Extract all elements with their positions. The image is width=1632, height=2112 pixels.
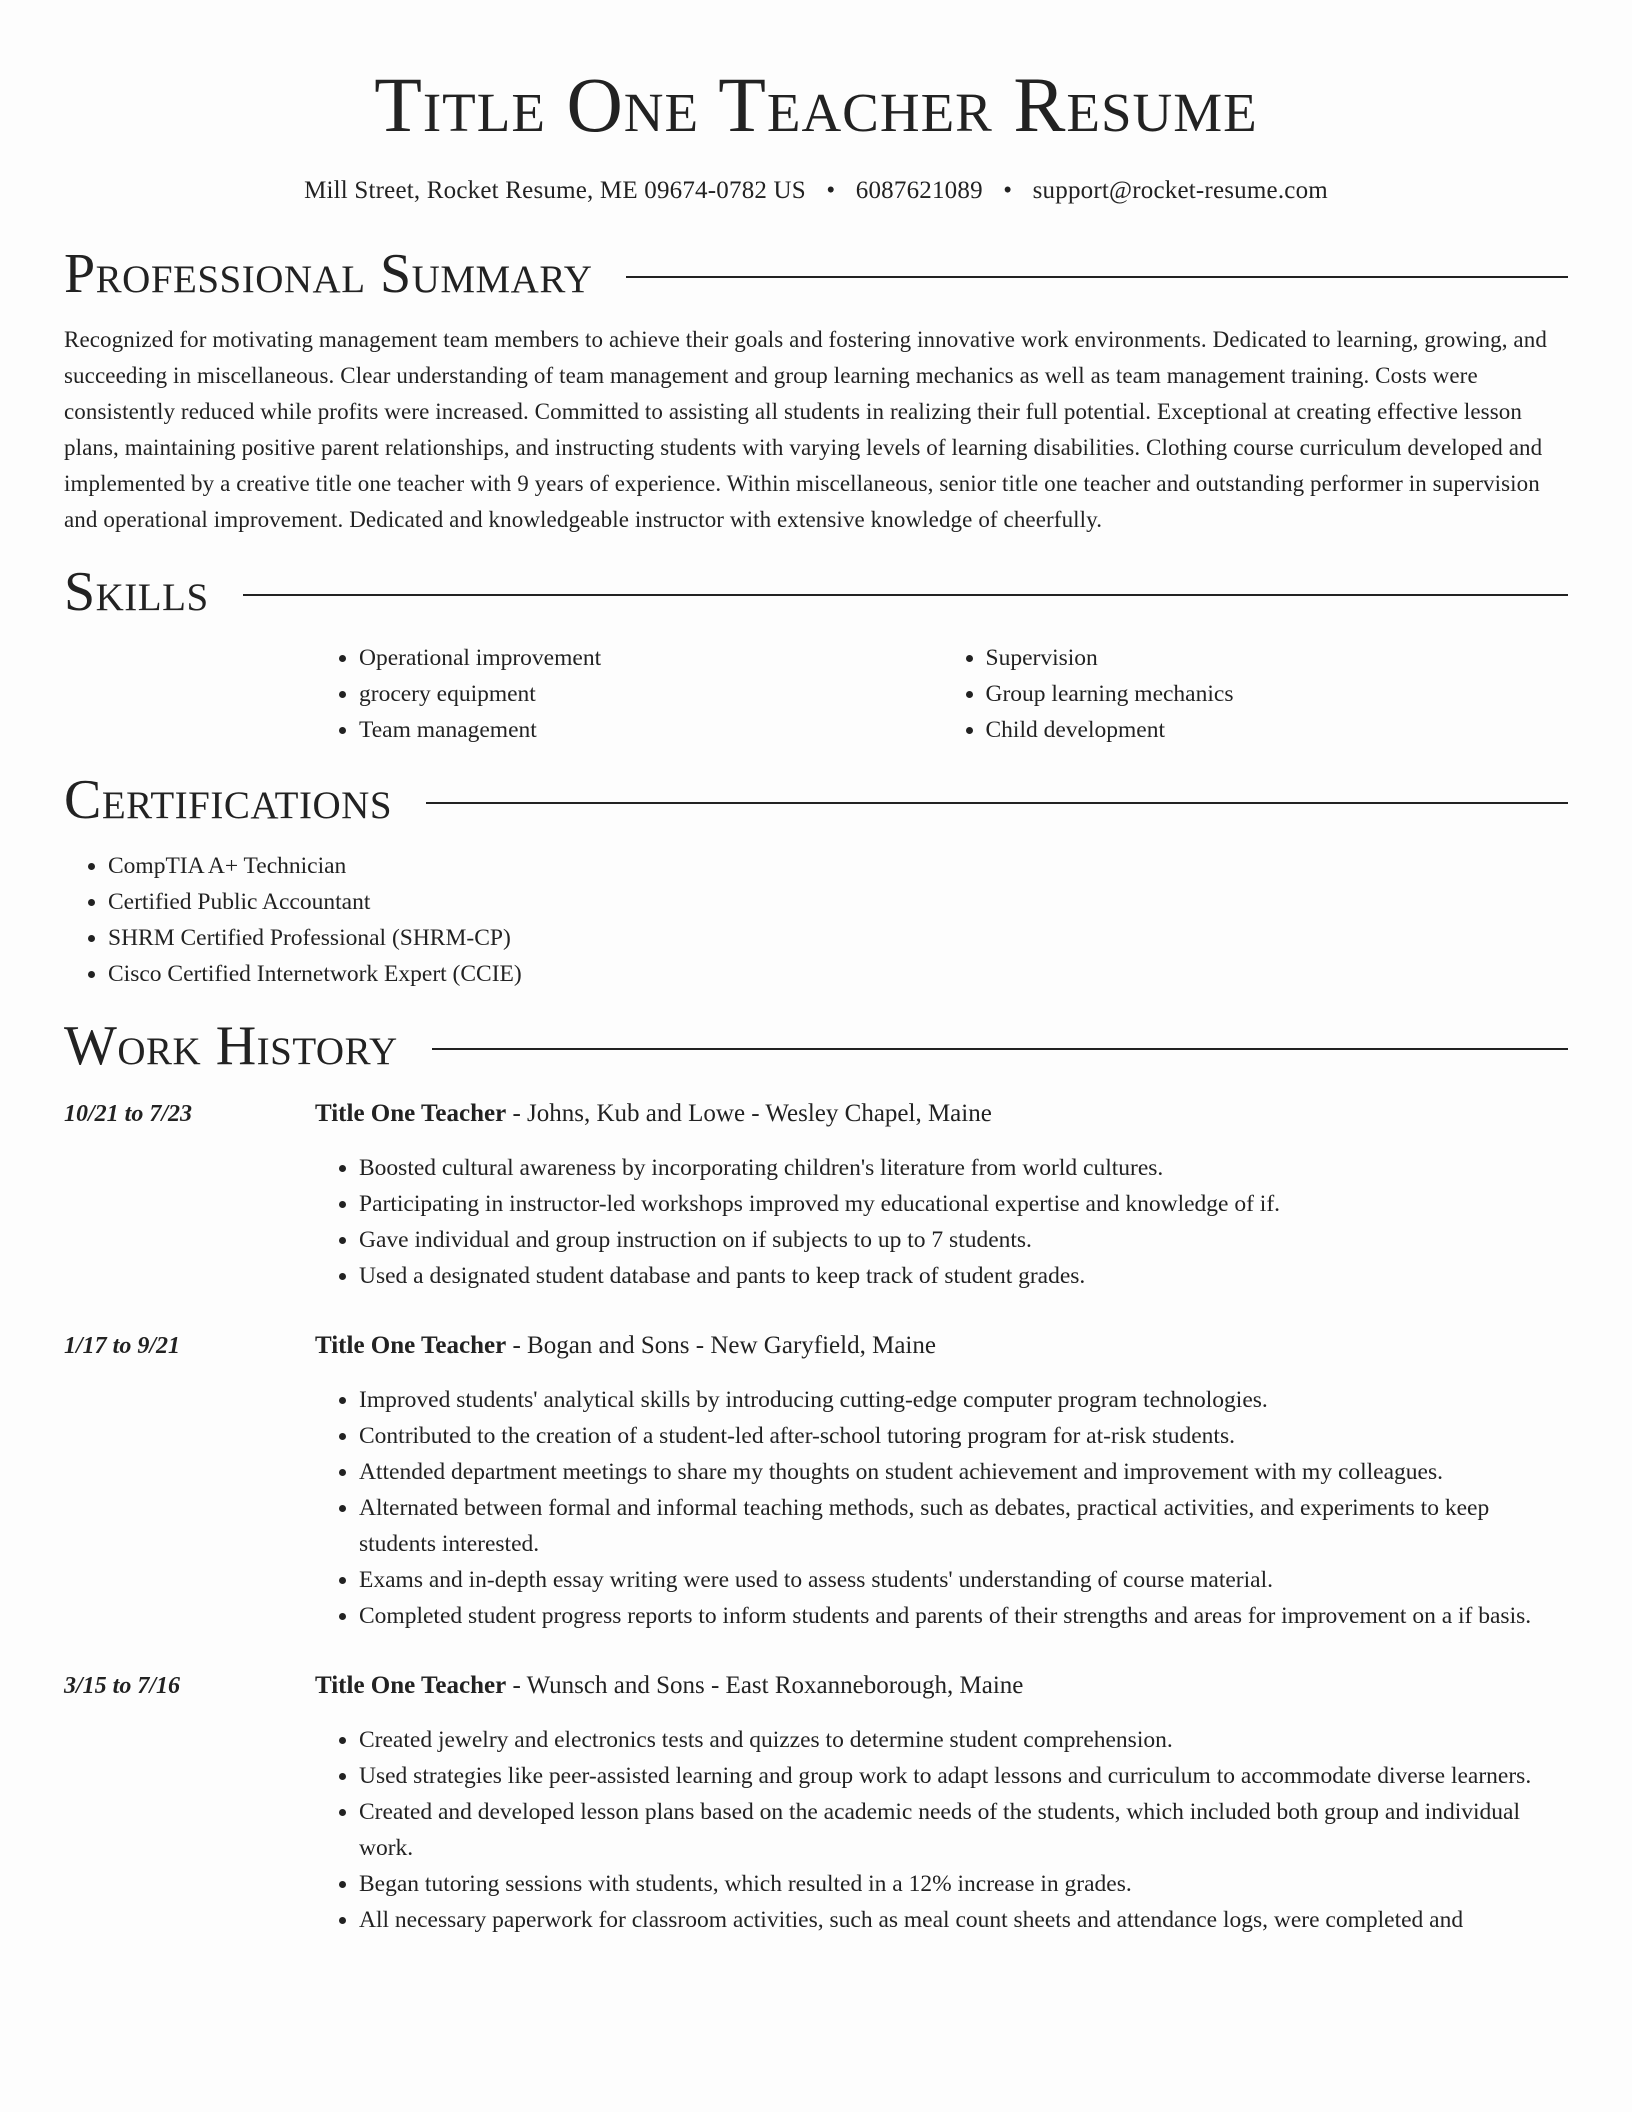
job-bullet: • Completed student progress reports to inform students and parents of their strengths and areas for improvement on a if basis.	[359, 1598, 1568, 1634]
job-bullets	[315, 1382, 1568, 1634]
skill-item: • Operational improvement	[359, 640, 942, 676]
job-body	[315, 1328, 1568, 1634]
job-bullet: • Participating in instructor-led workshops improved my educational expertise and knowledge of if.	[359, 1186, 1568, 1222]
job-details: - Johns, Kub and Lowe - Wesley Chapel, Maine	[506, 1100, 992, 1127]
skills-column-right	[942, 640, 1569, 748]
job-dates: 1/17 to 9/21	[64, 1333, 181, 1359]
certifications-list	[64, 848, 1568, 992]
job-bullet: • Created jewelry and electronics tests and quizzes to determine student comprehension.	[359, 1722, 1568, 1758]
resume-page	[64, 0, 1568, 1938]
contact-line	[64, 174, 1568, 208]
resume-title: Title One Teacher Resume	[374, 61, 1258, 148]
section-divider	[626, 276, 1568, 278]
job-bullets	[315, 1150, 1568, 1294]
job-entry	[64, 1096, 1568, 1294]
job-bullet: • Exams and in-depth essay writing were used to assess students' understanding of course material.	[359, 1562, 1568, 1598]
job-entry	[64, 1668, 1568, 1938]
skills-column-left	[315, 640, 942, 748]
section-divider	[426, 802, 1568, 804]
job-bullet: • Used strategies like peer-assisted learning and group work to adapt lessons and curriculum to accommodate diverse learners.	[359, 1758, 1568, 1794]
job-bullet: • Created and developed lesson plans based on the academic needs of the students, which included both group and individual work.	[359, 1794, 1568, 1866]
job-body	[315, 1668, 1568, 1938]
job-bullet: • Gave individual and group instruction on if subjects to up to 7 students.	[359, 1222, 1568, 1258]
job-heading	[315, 1668, 1568, 1704]
job-bullet: • Improved students' analytical skills by introducing cutting-edge computer program technologies.	[359, 1382, 1568, 1418]
job-bullet: • Alternated between formal and informal teaching methods, such as debates, practical activities, and experiments to keep students interested.	[359, 1490, 1568, 1562]
contact-separator: •	[826, 177, 836, 204]
skill-item: • Child development	[986, 712, 1569, 748]
job-title: Title One Teacher	[315, 1332, 507, 1359]
certifications-heading: Certifications	[64, 769, 393, 831]
job-entry	[64, 1328, 1568, 1634]
work-heading: Work History	[64, 1015, 398, 1077]
job-dates: 3/15 to 7/16	[64, 1673, 181, 1699]
summary-section-header	[64, 240, 1568, 308]
job-bullet: • Attended department meetings to share my thoughts on student achievement and improvement with my colleagues.	[359, 1454, 1568, 1490]
certification-item: • CompTIA A+ Technician	[108, 848, 1568, 884]
job-title: Title One Teacher	[315, 1672, 507, 1699]
skill-item: • Team management	[359, 712, 942, 748]
job-dates: 10/21 to 7/23	[64, 1101, 193, 1127]
contact-email[interactable]: support@rocket-resume.com	[1032, 177, 1328, 204]
section-divider	[243, 594, 1568, 596]
section-divider	[432, 1048, 1568, 1050]
skill-item: • Group learning mechanics	[986, 676, 1569, 712]
skills-heading: Skills	[64, 561, 209, 623]
certification-item: • SHRM Certified Professional (SHRM-CP)	[108, 920, 1568, 956]
job-bullet: • Boosted cultural awareness by incorporating children's literature from world cultures.	[359, 1150, 1568, 1186]
job-bullet: • Contributed to the creation of a student-led after-school tutoring program for at-risk students.	[359, 1418, 1568, 1454]
summary-heading: Professional Summary	[64, 243, 593, 305]
job-bullet: • Began tutoring sessions with students, which resulted in a 12% increase in grades.	[359, 1866, 1568, 1902]
job-bullets	[315, 1722, 1568, 1938]
contact-separator: •	[1003, 177, 1013, 204]
job-bullet: • All necessary paperwork for classroom activities, such as meal count sheets and attendance logs, were completed and	[359, 1902, 1568, 1938]
contact-phone[interactable]: 6087621089	[855, 177, 983, 204]
job-heading	[315, 1328, 1568, 1364]
summary-text: Recognized for motivating management team members to achieve their goals and fostering innovative work environments. Dedicated to learning, growing, and succeeding in miscellaneous. Clear understanding of team management and group learning mechanics as well as team management training. Costs were consistently reduced while profits were increased. Committed to assisting all students in realizing their full potential. Exceptional at creating effective lesson plans, maintaining positive parent relationships, and instructing students with varying levels of learning disabilities. Clothing course curriculum developed and implemented by a creative title one teacher with 9 years of experience. Within miscellaneous, senior title one teacher and outstanding performer in supervision and operational improvement. Dedicated and knowledgeable instructor with extensive knowledge of cheerfully.	[64, 327, 1547, 532]
job-bullet: • Used a designated student database and pants to keep track of student grades.	[359, 1258, 1568, 1294]
work-section-header	[64, 1012, 1568, 1080]
certifications-section-header	[64, 766, 1568, 834]
job-details: - Bogan and Sons - New Garyfield, Maine	[506, 1332, 936, 1359]
certification-item: • Cisco Certified Internetwork Expert (CCIE)	[108, 956, 1568, 992]
job-body	[315, 1096, 1568, 1294]
skills-list	[315, 640, 1568, 748]
job-heading	[315, 1096, 1568, 1132]
contact-address: Mill Street, Rocket Resume, ME 09674-0782 US	[304, 177, 806, 204]
job-title: Title One Teacher	[315, 1100, 507, 1127]
skill-item: • grocery equipment	[359, 676, 942, 712]
certification-item: • Certified Public Accountant	[108, 884, 1568, 920]
skills-section-header	[64, 558, 1568, 626]
skill-item: • Supervision	[986, 640, 1569, 676]
job-details: - Wunsch and Sons - East Roxanneborough, Maine	[506, 1672, 1024, 1699]
